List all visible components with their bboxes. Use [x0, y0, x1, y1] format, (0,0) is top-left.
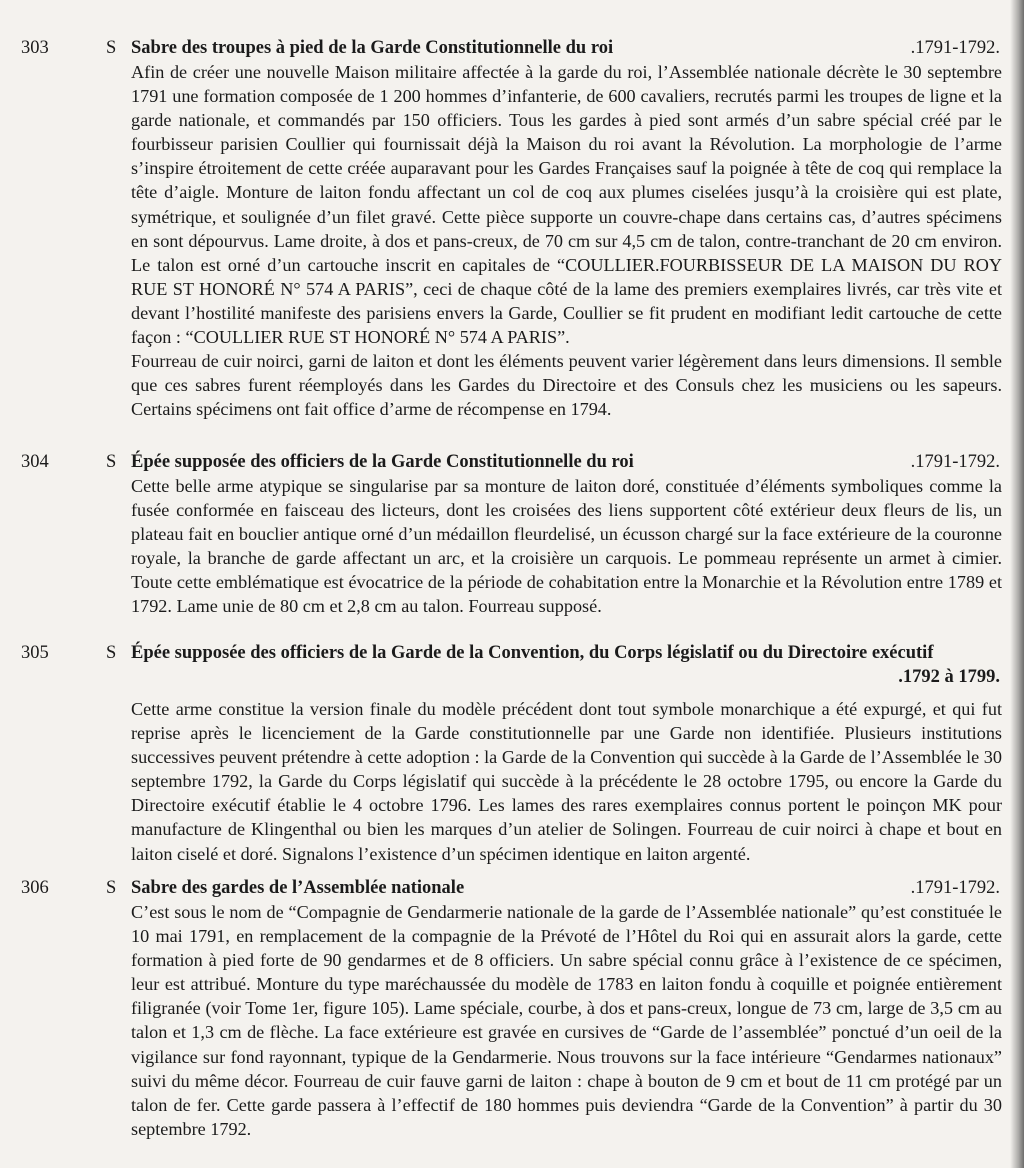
entry-date: .1791-1792. [910, 452, 1000, 472]
entry-number: 303 [21, 38, 49, 58]
entry-description [131, 900, 1002, 1141]
entry-date: .1791-1792. [910, 38, 1000, 58]
entry-title: Épée supposée des officiers de la Garde de la Convention, du Corps législatif ou du Directoire exécutif [131, 643, 934, 663]
entry-letter: S [106, 878, 117, 898]
entry-paragraph: Cette belle arme atypique se singularise par sa monture de laiton doré, constituée d’éléments symboliques comme la fusée conformée en faisceau des licteurs, dont les croisées des liens supportent côté extérieur deux fleurs de lis, un plateau fait en bouclier antique orné d’un médaillon fleurdelisé, un écusson chargé sur la face extérieure de la couronne royale, la branche de garde affectant un arc, et la croisière un carquois. Le pommeau représente un armet à cimier. Toute cette emblématique est évocatrice de la période de cohabitation entre la Monarchie et la Révolution entre 1789 et 1792. Lame unie de 80 cm et 2,8 cm au talon. Fourreau supposé. [131, 476, 1002, 617]
entry-paragraph: C’est sous le nom de “Compagnie de Gendarmerie nationale de la garde de l’Assemblée nationale” qu’est constituée le 10 mai 1791, en remplacement de la compagnie de la Prévoté de l’Hôtel du Roi qui en assurait alors la garde, cette formation à pied forte de 90 gendarmes et de 8 officiers. Un sabre spécial connu grâce à l’existence de ce spécimen, leur est attribué. Monture du type maréchaussée du modèle de 1783 en laiton fondu à coquille et poignée entièrement filigranée (voir Tome 1er, figure 105). Lame spéciale, courbe, à dos et pans-creux, longue de 73 cm, large de 3,5 cm au talon et 1,3 cm de flèche. La face extérieure est gravée en cursives de “Garde de l’assemblée” ponctué d’un oeil de la vigilance sur fond rayonnant, typique de la Gendarmerie. Nous trouvons sur la face intérieure “Gendarmes nationaux” suivi du même décor. Fourreau de cuir fauve garni de laiton : chape à bouton de 9 cm et bout de 11 cm protégé par un talon de fer. Cette garde passera à l’effectif de 180 hommes puis deviendra “Garde de la Convention” à partir du 30 septembre 1792. [131, 902, 1002, 1139]
entry-letter: S [106, 452, 117, 472]
entry-title: Épée supposée des officiers de la Garde Constitutionnelle du roi [131, 452, 634, 472]
page-binding-shadow [1010, 0, 1024, 1168]
entry-letter: S [106, 643, 117, 663]
entry-description [131, 474, 1002, 619]
entry-number: 306 [21, 878, 49, 898]
entry-description [131, 697, 1002, 866]
entry-title: Sabre des troupes à pied de la Garde Constitutionnelle du roi [131, 38, 614, 58]
entry-number: 304 [21, 452, 49, 472]
entry-title: Sabre des gardes de l’Assemblée nationale [131, 878, 465, 898]
entry-description [131, 60, 1002, 421]
entry-paragraph: Cette arme constitue la version finale du modèle précédent dont tout symbole monarchique a été expurgé, et qui fut reprise après le licenciement de la Garde constitutionnelle par une Garde non identifiée. Plusieurs institutions successives peuvent prétendre à cette adoption : la Garde de la Convention qui succède à la Garde de l’Assemblée le 30 septembre 1792, la Garde du Corps législatif qui succède à la précédente le 28 octobre 1795, ou encore la Garde du Directoire exécutif établie le 4 octobre 1796. Les lames des rares exemplaires connus portent le poinçon MK pour manufacture de Klingenthal ou bien les marques d’un atelier de Solingen. Fourreau de cuir noirci à chape et bout en laiton ciselé et doré. Signalons l’existence d’un spécimen identique en laiton argenté. [131, 699, 1002, 864]
entry-letter: S [106, 38, 117, 58]
entry-paragraph: Fourreau de cuir noirci, garni de laiton et dont les éléments peuvent varier légèrement dans leurs dimensions. Il semble que ces sabres furent réemployés dans les Gardes du Directoire et des Consuls chez les musiciens ou les sapeurs. Certains spécimens ont fait office d’arme de récompense en 1794. [131, 351, 1002, 420]
entry-number: 305 [21, 643, 49, 663]
entry-paragraph: Afin de créer une nouvelle Maison militaire affectée à la garde du roi, l’Assemblée nationale décrète le 30 septembre 1791 une formation composée de 1 200 hommes d’infanterie, de 600 cavaliers, recrutés parmi les troupes de ligne et la garde nationale, et commandés par 150 officiers. Tous les gardes à pied sont armés d’un sabre spécial créé par le fourbisseur parisien Coullier qui fournissait déjà la Maison du roi avant la Révolution. La morphologie de l’arme s’inspire étroitement de cette créée auparavant pour les Gardes Françaises sauf la poignée à tête de coq qui remplace la tête d’aigle. Monture de laiton fondu affectant un col de coq aux plumes ciselées jusqu’à la croisière qui est plate, symétrique, et soulignée d’un filet gravé. Cette pièce supporte un couvre-chape dans certains cas, d’autres spécimens en sont dépourvus. Lame droite, à dos et pans-creux, de 70 cm sur 4,5 cm de talon, contre-tranchant de 20 cm environ. Le talon est orné d’un cartouche inscrit en capitales de “COULLIER.FOURBISSEUR DE LA MAISON DU ROY RUE ST HONORÉ N° 574 A PARIS”, ceci de chaque côté de la lame des premiers exemplaires livrés, car très vite et devant l’hostilité manifeste des parisiens envers la Garde, Coullier se fit prudent en modifiant ledit cartouche de cette façon : “COULLIER RUE ST HONORÉ N° 574 A PARIS”. [131, 62, 1002, 348]
entry-date: .1791-1792. [910, 878, 1000, 898]
entry-date: .1792 à 1799. [898, 667, 1000, 687]
